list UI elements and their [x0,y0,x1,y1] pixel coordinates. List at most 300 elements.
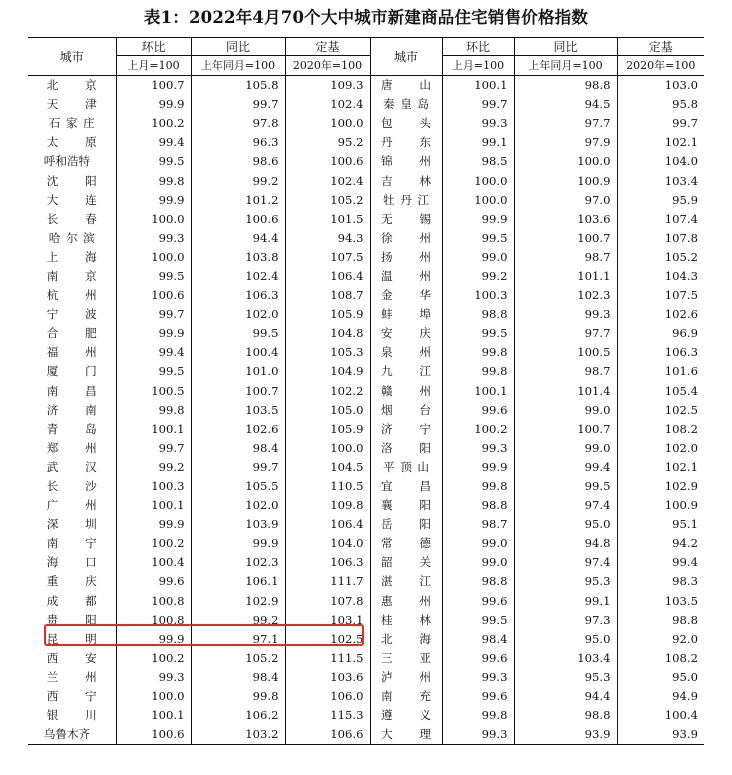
mom-value: 99.5 [116,267,191,286]
table-row [28,267,704,286]
city-name: 平顶山 [383,459,429,474]
city-name-cell [370,515,442,534]
mom-value: 100.1 [116,496,191,515]
table-row [28,286,704,305]
city-name: 海口 [46,555,97,570]
city-name: 包头 [381,116,431,131]
mom-value: 99.5 [116,362,191,381]
yoy-value: 98.7 [514,248,617,267]
city-name: 惠州 [381,593,431,608]
city-name: 锦州 [381,154,431,169]
fixed-value: 103.6 [285,668,370,687]
city-name-cell [370,725,442,745]
city-name-cell [28,630,116,649]
yoy-value: 101.1 [514,267,617,286]
yoy-value: 102.9 [191,592,285,611]
city-name-cell [370,210,442,229]
city-name-cell [28,515,116,534]
city-name: 南宁 [46,536,97,551]
fixed-value: 103.4 [664,173,698,188]
city-name: 成都 [46,593,97,608]
city-name: 九江 [381,364,431,379]
city-name-cell [28,572,116,591]
mom-value: 100.7 [116,76,191,96]
mom-value: 100.4 [116,553,191,572]
fixed-value: 105.9 [285,420,370,439]
city-name-cell [370,95,442,114]
fixed-value: 103.1 [285,611,370,630]
city-name-cell [370,382,442,401]
city-name: 贵阳 [46,612,97,627]
yoy-value: 105.2 [191,649,285,668]
city-name: 南京 [46,268,97,283]
yoy-value: 99.7 [191,458,285,477]
fixed-value: 110.5 [285,477,370,496]
fixed-value: 104.5 [285,458,370,477]
yoy-value: 98.8 [514,706,617,725]
mom-value: 100.8 [116,592,191,611]
mom-value: 99.9 [116,95,191,114]
city-name-cell [28,649,116,668]
table-row [28,611,704,630]
city-name: 昆明 [46,631,97,646]
yoy-value: 106.2 [191,706,285,725]
city-name-cell [28,458,116,477]
fixed-value: 103.5 [664,593,698,608]
city-name-cell [28,286,116,305]
mom-value: 99.6 [442,592,514,611]
city-name: 徐州 [381,230,431,245]
yoy-value: 96.3 [191,133,285,152]
header-city-left: 城市 [28,38,116,76]
mom-value: 100.2 [442,420,514,439]
city-name: 北京 [46,78,97,93]
fixed-value: 101.5 [285,210,370,229]
subheader-fixed-right: 2020年=100 [617,56,704,76]
header-yoy-left: 同比 [191,38,285,56]
yoy-value: 106.1 [191,572,285,591]
mom-value: 99.9 [116,630,191,649]
city-name-cell [28,668,116,687]
mom-value: 98.8 [442,496,514,515]
fixed-value: 107.8 [664,230,698,245]
header-fixed-right: 定基 [617,38,704,56]
fixed-value: 102.4 [285,95,370,114]
city-name: 南充 [381,689,431,704]
mom-value: 99.0 [442,248,514,267]
mom-value: 100.2 [116,534,191,553]
fixed-value: 95.1 [672,517,698,532]
yoy-value: 97.3 [514,611,617,630]
city-name-cell [28,553,116,572]
mom-value: 99.8 [442,477,514,496]
city-name: 烟台 [381,402,431,417]
subheader-mom-right: 上月=100 [442,56,514,76]
table-row [28,572,704,591]
city-name: 湛江 [381,574,431,589]
fixed-value: 100.4 [664,708,698,723]
city-name-cell [28,362,116,381]
fixed-value: 105.2 [285,191,370,210]
mom-value: 100.0 [116,248,191,267]
table-row [28,515,704,534]
table-row [28,534,704,553]
fixed-value: 106.4 [285,267,370,286]
table-row [28,95,704,114]
mom-value: 100.0 [442,171,514,190]
city-name-cell [28,611,116,630]
city-name: 遵义 [381,708,431,723]
table-row [28,725,704,745]
city-name: 广州 [46,498,97,513]
city-name: 上海 [46,249,97,264]
city-name-cell [28,171,116,190]
city-name-cell [28,76,116,96]
city-name-cell [370,286,442,305]
table-row [28,362,704,381]
header-yoy-right: 同比 [514,38,617,56]
fixed-value: 102.9 [664,479,698,494]
city-name-cell [370,133,442,152]
fixed-value: 94.3 [285,229,370,248]
mom-value: 99.7 [116,439,191,458]
mom-value: 100.2 [116,114,191,133]
table-row [28,133,704,152]
table-row [28,687,704,706]
yoy-value: 98.8 [514,76,617,96]
yoy-value: 105.8 [191,76,285,96]
subheader-yoy-right: 上年同月=100 [514,56,617,76]
city-name-cell [28,324,116,343]
mom-value: 98.4 [442,630,514,649]
yoy-value: 103.2 [191,725,285,745]
yoy-value: 97.0 [514,191,617,210]
subheader-mom-left: 上月=100 [116,56,191,76]
city-name: 金华 [381,288,431,303]
fixed-value: 106.6 [285,725,370,745]
mom-value: 100.0 [116,687,191,706]
city-name: 襄阳 [381,498,431,513]
city-name-cell [370,439,442,458]
city-name: 合肥 [46,326,97,341]
city-name: 乌鲁木齐 [43,727,91,742]
mom-value: 99.9 [442,210,514,229]
yoy-value: 99.3 [514,305,617,324]
table-row [28,229,704,248]
table-row [28,382,704,401]
city-name: 沈阳 [46,173,97,188]
fixed-value: 102.5 [664,402,698,417]
mom-value: 99.6 [442,649,514,668]
yoy-value: 99.0 [514,439,617,458]
mom-value: 100.8 [116,611,191,630]
city-name-cell [28,592,116,611]
city-name-cell [370,152,442,171]
yoy-value: 97.4 [514,496,617,515]
price-index-table [28,37,704,745]
fixed-value: 95.2 [285,133,370,152]
city-name-cell [28,152,116,171]
table-row [28,458,704,477]
yoy-value: 99.2 [191,611,285,630]
fixed-value: 104.8 [285,324,370,343]
mom-value: 99.5 [442,611,514,630]
mom-value: 99.0 [442,534,514,553]
city-name: 牡丹江 [383,192,429,207]
city-name: 长春 [46,211,97,226]
table-row [28,553,704,572]
fixed-value: 105.0 [285,401,370,420]
yoy-value: 101.0 [191,362,285,381]
city-name: 泸州 [381,669,431,684]
fixed-value: 111.7 [285,572,370,591]
mom-value: 99.9 [116,515,191,534]
mom-value: 100.3 [442,286,514,305]
yoy-value: 97.8 [191,114,285,133]
city-name: 武汉 [46,459,97,474]
mom-value: 99.5 [116,152,191,171]
fixed-value: 107.4 [664,211,698,226]
table-row [28,592,704,611]
city-name-cell [28,382,116,401]
yoy-value: 97.7 [514,114,617,133]
mom-value: 99.2 [442,267,514,286]
mom-value: 99.9 [442,458,514,477]
city-name-cell [370,343,442,362]
mom-value: 99.8 [116,171,191,190]
fixed-value: 94.2 [672,536,698,551]
city-name: 西宁 [46,689,97,704]
mom-value: 99.6 [442,687,514,706]
fixed-value: 104.0 [664,154,698,169]
city-name: 长沙 [46,479,97,494]
fixed-value: 109.3 [285,76,370,96]
fixed-value: 108.2 [664,650,698,665]
mom-value: 100.5 [116,382,191,401]
fixed-value: 108.2 [664,421,698,436]
city-name-cell [370,458,442,477]
fixed-value: 109.8 [285,496,370,515]
yoy-value: 101.4 [514,382,617,401]
mom-value: 99.8 [116,401,191,420]
subheader-yoy-left: 上年同月=100 [191,56,285,76]
mom-value: 99.3 [442,439,514,458]
city-name: 唐山 [381,78,431,93]
table-row [28,191,704,210]
mom-value: 98.5 [442,152,514,171]
mom-value: 99.6 [442,401,514,420]
city-name: 温州 [381,268,431,283]
table-row [28,477,704,496]
fixed-value: 92.0 [672,631,698,646]
city-name-cell [370,592,442,611]
fixed-value: 106.3 [285,553,370,572]
mom-value: 99.8 [442,362,514,381]
mom-value: 99.4 [116,133,191,152]
city-name: 大理 [381,727,431,742]
table-row [28,420,704,439]
table-row [28,171,704,190]
city-name-cell [28,687,116,706]
city-name: 秦皇岛 [383,97,429,112]
mom-value: 100.1 [442,382,514,401]
yoy-value: 93.9 [514,725,617,745]
city-name: 桂林 [381,612,431,627]
yoy-value: 101.2 [191,191,285,210]
yoy-value: 103.5 [191,401,285,420]
yoy-value: 97.7 [514,324,617,343]
yoy-value: 103.9 [191,515,285,534]
fixed-value: 99.4 [672,555,698,570]
city-name: 大连 [46,192,97,207]
table-row [28,343,704,362]
city-name-cell [28,725,116,745]
city-name: 呼和浩特 [43,154,91,169]
city-name-cell [370,267,442,286]
city-name-cell [28,477,116,496]
fixed-value: 102.4 [285,171,370,190]
table-row [28,649,704,668]
yoy-value: 100.7 [514,420,617,439]
yoy-value: 100.0 [514,152,617,171]
yoy-value: 103.8 [191,248,285,267]
yoy-value: 97.1 [191,630,285,649]
city-name: 北海 [381,631,431,646]
header-city-right: 城市 [370,38,442,76]
city-name-cell [370,477,442,496]
city-name: 常德 [381,536,431,551]
mom-value: 100.1 [442,76,514,96]
fixed-value: 106.3 [664,345,698,360]
city-name: 安庆 [381,326,431,341]
fixed-value: 94.9 [672,689,698,704]
city-name-cell [370,687,442,706]
fixed-value: 103.0 [664,78,698,93]
table-row [28,324,704,343]
city-name: 泉州 [381,345,431,360]
mom-value: 99.3 [116,668,191,687]
city-name-cell [370,114,442,133]
yoy-value: 95.0 [514,515,617,534]
yoy-value: 102.6 [191,420,285,439]
mom-value: 100.0 [442,191,514,210]
city-name: 青岛 [46,421,97,436]
fixed-value: 98.3 [672,574,698,589]
yoy-value: 99.0 [514,401,617,420]
city-name: 深圳 [46,517,97,532]
city-name: 郑州 [46,440,97,455]
city-name-cell [28,420,116,439]
fixed-value: 102.0 [664,440,698,455]
yoy-value: 94.4 [514,687,617,706]
mom-value: 98.8 [442,305,514,324]
fixed-value: 93.9 [617,725,704,745]
yoy-value: 95.0 [514,630,617,649]
fixed-value: 102.6 [664,307,698,322]
city-name: 西安 [46,650,97,665]
mom-value: 100.6 [116,725,191,745]
yoy-value: 100.7 [191,382,285,401]
fixed-value: 104.3 [664,268,698,283]
header-fixed-left: 定基 [285,38,370,56]
table-row [28,668,704,687]
mom-value: 99.2 [116,458,191,477]
city-name: 天津 [46,97,97,112]
city-name-cell [28,534,116,553]
city-name-cell [370,420,442,439]
city-name-cell [370,668,442,687]
city-name: 石家庄 [48,116,95,131]
city-name: 济宁 [381,421,431,436]
fixed-value: 104.9 [285,362,370,381]
fixed-value: 95.8 [672,97,698,112]
city-name-cell [370,611,442,630]
fixed-value: 102.5 [285,630,370,649]
city-name: 南昌 [46,383,97,398]
city-name: 蚌埠 [381,307,431,322]
city-name-cell [28,133,116,152]
mom-value: 99.8 [442,343,514,362]
city-name-cell [28,229,116,248]
city-name: 福州 [46,345,97,360]
fixed-value: 98.8 [672,612,698,627]
city-name: 济南 [46,402,97,417]
mom-value: 99.6 [116,572,191,591]
fixed-value: 105.4 [664,383,698,398]
fixed-value: 99.7 [672,116,698,131]
mom-value: 99.5 [442,229,514,248]
yoy-value: 102.3 [191,553,285,572]
mom-value: 99.7 [442,95,514,114]
fixed-value: 100.0 [285,114,370,133]
mom-value: 99.3 [116,229,191,248]
city-name-cell [370,534,442,553]
city-name: 宁波 [46,307,97,322]
table-title: 表1：2022年4月70个大中城市新建商品住宅销售价格指数 [143,8,589,27]
city-name-cell [370,496,442,515]
fixed-value: 100.9 [664,498,698,513]
yoy-value: 100.7 [514,229,617,248]
table-row [28,248,704,267]
city-name-cell [370,305,442,324]
table-row [28,210,704,229]
yoy-value: 100.5 [514,343,617,362]
table-row [28,114,704,133]
city-name-cell [28,248,116,267]
yoy-value: 106.3 [191,286,285,305]
yoy-value: 103.6 [514,210,617,229]
table-row [28,305,704,324]
table-row [28,439,704,458]
fixed-value: 96.9 [672,326,698,341]
fixed-value: 105.3 [285,343,370,362]
city-name-cell [370,171,442,190]
mom-value: 100.1 [116,420,191,439]
yoy-value: 102.0 [191,305,285,324]
yoy-value: 97.9 [514,133,617,152]
city-name: 赣州 [381,383,431,398]
yoy-value: 102.3 [514,286,617,305]
city-name-cell [28,267,116,286]
yoy-value: 98.4 [191,439,285,458]
fixed-value: 115.3 [285,706,370,725]
city-name: 兰州 [46,669,97,684]
city-name-cell [370,248,442,267]
yoy-value: 99.1 [514,592,617,611]
mom-value: 99.9 [116,324,191,343]
city-name: 三亚 [381,650,431,665]
city-name: 无锡 [381,211,431,226]
